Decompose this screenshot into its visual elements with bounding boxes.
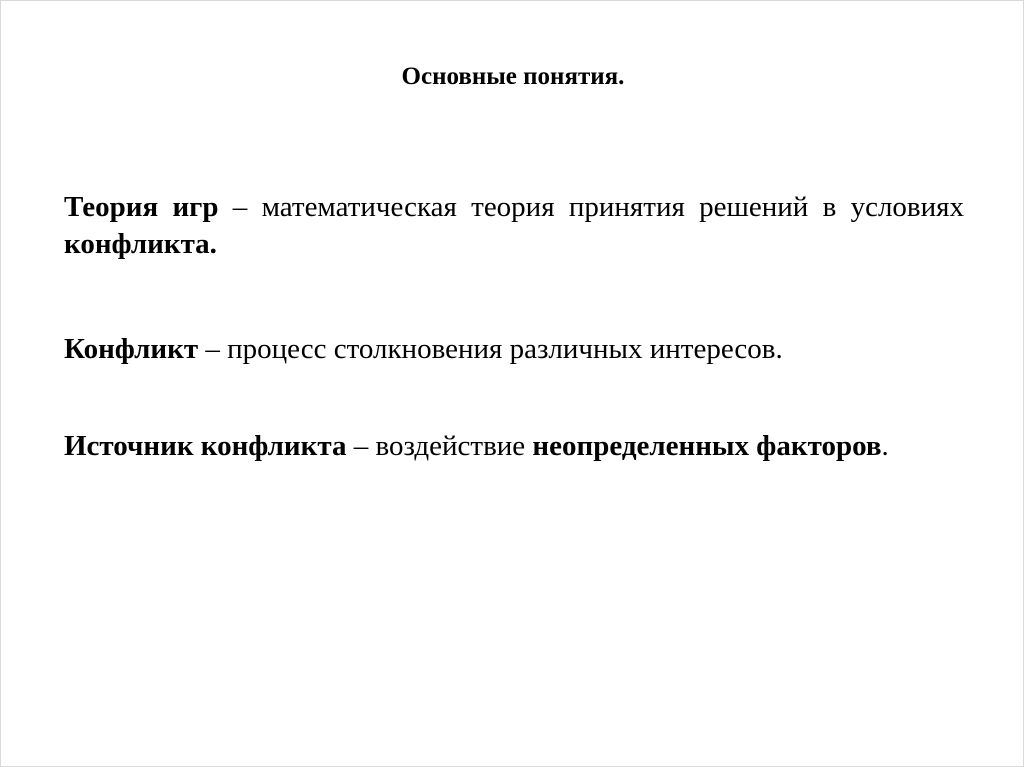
definition-conflict xyxy=(64,331,964,368)
term-conflict-inline: конфликта. xyxy=(64,228,217,260)
term-uncertain-factors: неопределенных факторов xyxy=(532,430,882,462)
term-conflict: Конфликт xyxy=(64,333,199,365)
term-conflict-source: Источник конфликта xyxy=(64,430,347,462)
definition-conflict-source-text: – воздействие xyxy=(346,430,533,462)
definition-conflict-source-period: . xyxy=(881,430,889,462)
definition-game-theory-text: – математическая теория принятия решений в условиях xyxy=(218,191,964,223)
term-game-theory: Теория игр xyxy=(64,191,219,223)
definition-conflict-source xyxy=(64,428,964,465)
definition-game-theory xyxy=(64,189,964,263)
slide-title: Основные понятия. xyxy=(401,63,625,90)
definition-conflict-text: – процесс столкновения различных интересов. xyxy=(198,333,783,365)
